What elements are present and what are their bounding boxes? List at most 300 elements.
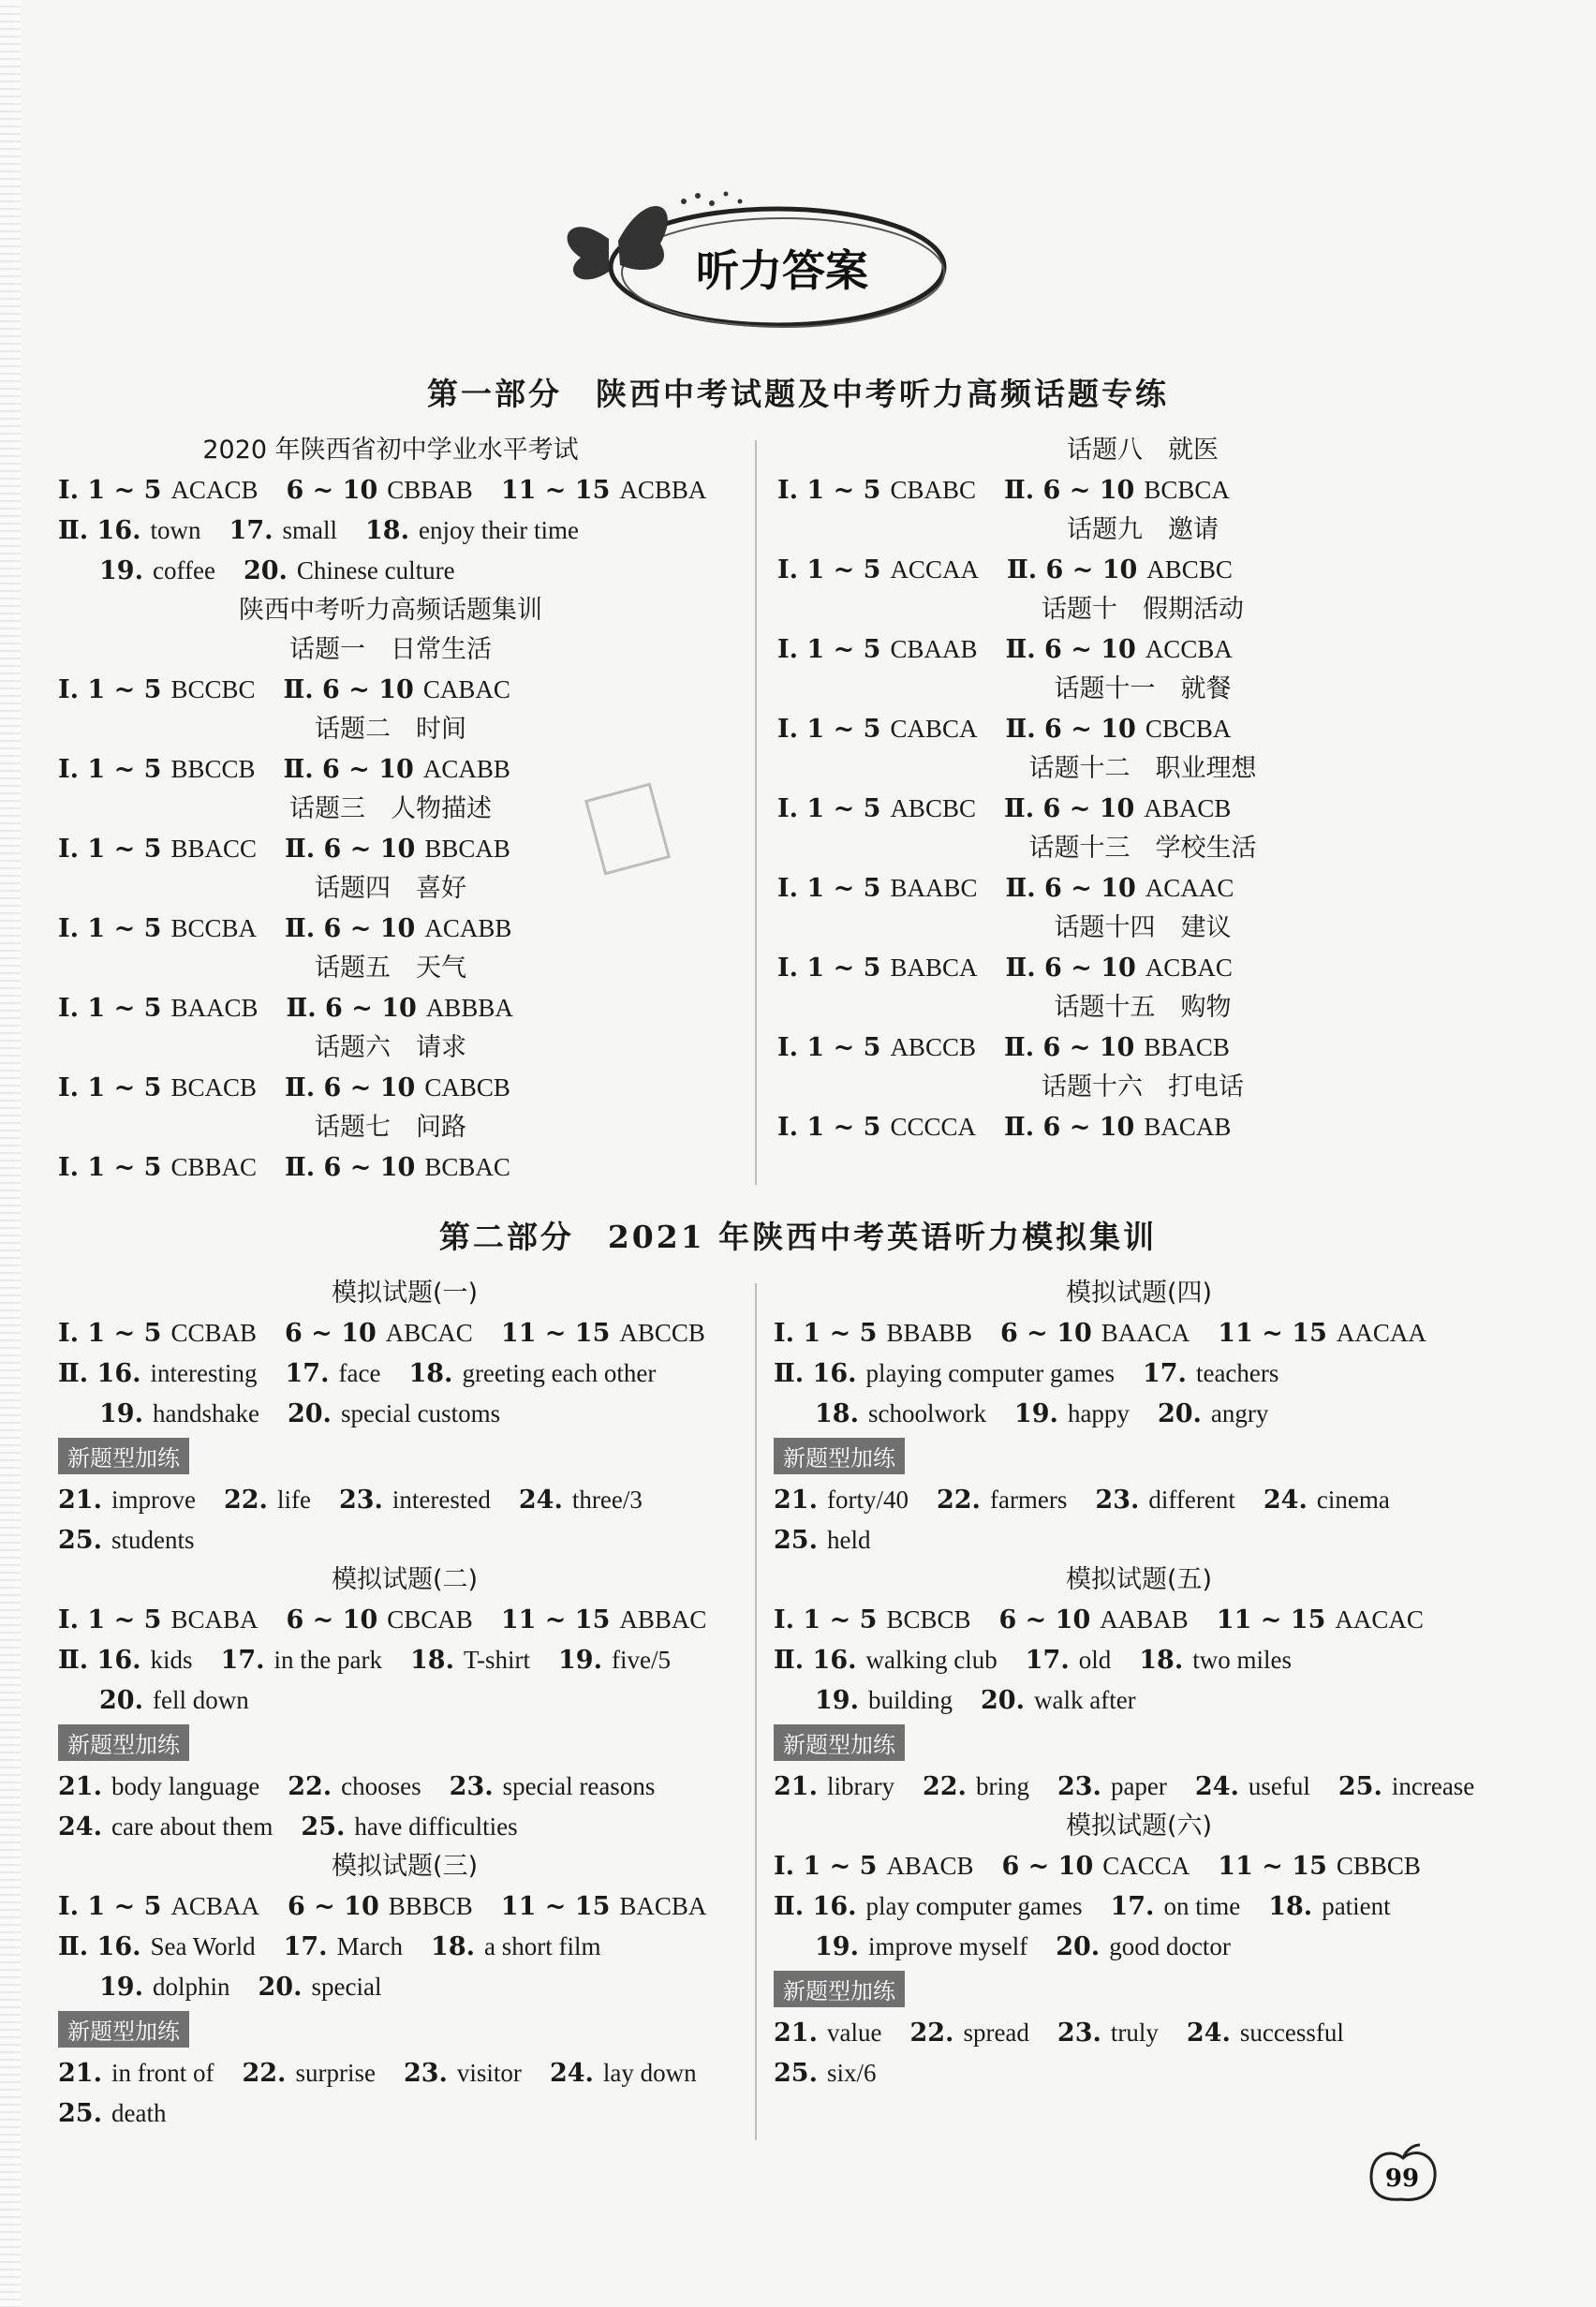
answer-value: CBBCB xyxy=(1336,1852,1421,1880)
question-number: Ⅰ. 1 ~ 5 xyxy=(777,1113,881,1142)
section-subheading: 话题六 请求 xyxy=(315,1033,466,1062)
answer-value: BABCA xyxy=(890,954,978,982)
answer-value: chooses xyxy=(341,1772,421,1800)
answer-value: improve xyxy=(111,1486,196,1514)
answer-value: BBCCB xyxy=(170,755,256,783)
new-question-type-tag: 新题型加练 xyxy=(58,2011,189,2048)
answer-value: value xyxy=(826,2019,882,2047)
question-number: 19. xyxy=(99,1399,143,1428)
answer-line xyxy=(58,909,723,949)
question-number: 17. xyxy=(220,1646,265,1675)
answer-line xyxy=(774,1313,1504,1353)
answer-line xyxy=(774,1600,1504,1640)
answer-value: paper xyxy=(1110,1772,1167,1800)
answer-value: ACACB xyxy=(170,476,259,504)
answer-value: ABACB xyxy=(1144,794,1232,822)
answer-value: successful xyxy=(1239,2019,1344,2047)
question-number: Ⅱ. 6 ~ 10 xyxy=(286,994,417,1023)
question-number: Ⅱ. 16. xyxy=(774,1892,857,1921)
answer-line xyxy=(774,2053,1504,2093)
title-emblem xyxy=(553,183,955,342)
question-number: Ⅱ. 6 ~ 10 xyxy=(1003,476,1135,505)
question-number: 22. xyxy=(936,1486,981,1515)
part1-right-column xyxy=(777,431,1508,1147)
answer-line xyxy=(58,1680,751,1721)
question-number: Ⅰ. 1 ~ 5 xyxy=(777,874,881,903)
question-number: Ⅰ. 1 ~ 5 xyxy=(58,1153,162,1182)
question-number: 24. xyxy=(1263,1486,1308,1515)
answer-line xyxy=(58,470,723,510)
answer-value: ABCBC xyxy=(1146,555,1233,584)
question-number: Ⅰ. 1 ~ 5 xyxy=(58,755,162,784)
answer-line xyxy=(774,1886,1504,1927)
new-question-type-tag: 新题型加练 xyxy=(774,1971,905,2007)
question-number: 6 ~ 10 xyxy=(1001,1852,1094,1881)
answer-value: surprise xyxy=(295,2059,376,2087)
section-subheading: 话题十 假期活动 xyxy=(1042,595,1244,624)
section-subheading: 话题五 天气 xyxy=(315,954,466,983)
question-number: 25. xyxy=(774,1526,818,1555)
question-number: Ⅰ. 1 ~ 5 xyxy=(774,1852,878,1881)
answer-value: two miles xyxy=(1192,1646,1292,1674)
answer-value: CBCBA xyxy=(1145,715,1232,743)
answer-line xyxy=(58,1927,751,1967)
answer-line xyxy=(58,510,723,551)
section-subheading: 模拟试题(四) xyxy=(1065,1279,1213,1308)
answer-value: body language xyxy=(111,1772,260,1800)
answer-value: CACCA xyxy=(1102,1852,1190,1880)
question-number: 20. xyxy=(258,1973,303,2002)
answer-value: Sea World xyxy=(150,1932,256,1960)
answer-value: have difficulties xyxy=(354,1812,518,1841)
question-number: 20. xyxy=(981,1686,1025,1715)
answer-value: CABCB xyxy=(424,1073,510,1102)
question-number: 17. xyxy=(1142,1359,1187,1388)
answer-value: BACBA xyxy=(619,1892,707,1920)
question-number: 11 ~ 15 xyxy=(1216,1605,1326,1634)
answer-value: March xyxy=(336,1932,404,1960)
question-number: Ⅱ. 16. xyxy=(58,516,141,545)
answer-value: ACBAA xyxy=(170,1892,259,1920)
answer-value: special xyxy=(311,1973,382,2001)
question-number: 19. xyxy=(1013,1399,1058,1428)
question-number: 20. xyxy=(243,556,288,585)
answer-line xyxy=(777,789,1508,829)
question-number: Ⅱ. 16. xyxy=(58,1646,141,1675)
question-number: 20. xyxy=(1157,1399,1202,1428)
section-subheading: 话题十四 建议 xyxy=(1054,913,1232,942)
answer-value: in the park xyxy=(273,1646,382,1674)
question-number: Ⅰ. 1 ~ 5 xyxy=(58,994,162,1023)
answer-line xyxy=(58,1068,723,1108)
answer-value: different xyxy=(1148,1486,1235,1514)
answer-value: walking club xyxy=(865,1646,998,1674)
section-subheading: 话题十一 就餐 xyxy=(1054,674,1232,703)
question-number: 23. xyxy=(1057,2019,1101,2048)
answer-value: BCBAC xyxy=(424,1153,510,1181)
answer-value: CCCCA xyxy=(890,1113,976,1141)
answer-value: ACCAA xyxy=(890,555,979,584)
question-number: 17. xyxy=(285,1359,330,1388)
question-number: Ⅱ. 6 ~ 10 xyxy=(283,675,414,704)
answer-value: special customs xyxy=(340,1399,501,1427)
answer-line xyxy=(58,551,723,591)
question-number: 18. xyxy=(431,1932,476,1961)
answer-value: BBACB xyxy=(1144,1033,1230,1061)
answer-line xyxy=(58,1600,751,1640)
question-number: 25. xyxy=(58,1526,102,1555)
question-number: Ⅱ. 6 ~ 10 xyxy=(1005,635,1136,664)
answer-line xyxy=(777,948,1508,988)
answer-value: BCBCA xyxy=(1144,476,1230,504)
question-number: 23. xyxy=(1095,1486,1140,1515)
part2-heading: 第二部分 2021 年陕西中考英语听力模拟集训 xyxy=(438,1219,1158,1255)
answer-value: truly xyxy=(1110,2019,1159,2047)
answer-line xyxy=(774,1767,1504,1807)
question-number: Ⅰ. 1 ~ 5 xyxy=(58,835,162,864)
answer-value: BCABA xyxy=(170,1605,259,1634)
answer-line xyxy=(58,1807,751,1847)
question-number: 17. xyxy=(283,1932,328,1961)
answer-value: Chinese culture xyxy=(296,556,455,584)
section-subheading: 话题九 邀请 xyxy=(1067,515,1219,544)
answer-line xyxy=(777,470,1508,510)
question-number: 6 ~ 10 xyxy=(998,1605,1091,1634)
section-subheading: 模拟试题(五) xyxy=(1065,1565,1213,1594)
answer-value: BCBCB xyxy=(886,1605,971,1634)
answer-value: town xyxy=(150,516,201,544)
answer-value: BBACC xyxy=(170,835,257,863)
section-subheading: 话题十五 购物 xyxy=(1054,993,1232,1022)
answer-value: walk after xyxy=(1033,1686,1136,1714)
answer-value: CBBAB xyxy=(387,476,473,504)
question-number: 6 ~ 10 xyxy=(284,1319,377,1348)
section-subheading: 话题四 喜好 xyxy=(315,874,466,903)
section-subheading: 陕西中考听力高频话题集训 xyxy=(239,596,542,625)
answer-value: enjoy their time xyxy=(419,516,579,544)
answer-value: CBCAB xyxy=(387,1605,473,1634)
answer-line xyxy=(58,1353,751,1394)
new-question-type-tag: 新题型加练 xyxy=(58,1438,189,1474)
answer-value: coffee xyxy=(152,556,215,584)
answer-value: life xyxy=(276,1486,311,1514)
answer-value: good doctor xyxy=(1109,1932,1231,1960)
answer-value: ACBAC xyxy=(1145,954,1233,982)
answer-line xyxy=(58,2093,751,2134)
answer-line xyxy=(58,1767,751,1807)
question-number: 23. xyxy=(1057,1772,1101,1801)
question-number: Ⅰ. 1 ~ 5 xyxy=(58,1605,162,1634)
question-number: Ⅰ. 1 ~ 5 xyxy=(777,555,881,584)
answer-line xyxy=(774,1846,1504,1886)
column-divider xyxy=(755,440,757,1185)
answer-value: BACAB xyxy=(1144,1113,1232,1141)
answer-value: interesting xyxy=(150,1359,258,1387)
question-number: 6 ~ 10 xyxy=(286,476,378,505)
question-number: 23. xyxy=(338,1486,383,1515)
answer-value: CBABC xyxy=(890,476,976,504)
question-number: 18. xyxy=(1268,1892,1313,1921)
answer-line xyxy=(777,1028,1508,1068)
answer-line xyxy=(58,1886,751,1927)
answer-line xyxy=(777,709,1508,749)
question-number: 24. xyxy=(549,2059,594,2088)
question-number: 21. xyxy=(774,2019,818,2048)
answer-value: BBBCB xyxy=(388,1892,473,1920)
answer-value: BAABC xyxy=(890,874,978,902)
answer-value: on time xyxy=(1163,1892,1241,1920)
answer-line xyxy=(774,1353,1504,1394)
section-subheading: 话题三 人物描述 xyxy=(289,794,492,823)
new-question-type-tag: 新题型加练 xyxy=(58,1724,189,1761)
answer-value: forty/40 xyxy=(826,1486,909,1514)
section-subheading: 模拟试题(二) xyxy=(331,1565,479,1594)
question-number: 24. xyxy=(1194,1772,1239,1801)
section-subheading: 2020 年陕西省初中学业水平考试 xyxy=(202,436,579,465)
question-number: Ⅱ. 6 ~ 10 xyxy=(1003,794,1135,823)
answer-line xyxy=(774,1394,1504,1434)
answer-line xyxy=(58,1394,751,1434)
answer-value: increase xyxy=(1391,1772,1475,1800)
section-subheading: 模拟试题(三) xyxy=(331,1852,479,1881)
question-number: 6 ~ 10 xyxy=(286,1605,378,1634)
question-number: 21. xyxy=(774,1486,818,1515)
question-number: 11 ~ 15 xyxy=(500,1605,611,1634)
question-number: 20. xyxy=(287,1399,332,1428)
question-number: 23. xyxy=(449,1772,494,1801)
question-number: Ⅱ. 6 ~ 10 xyxy=(284,1073,416,1102)
question-number: Ⅰ. 1 ~ 5 xyxy=(58,1073,162,1102)
answer-value: care about them xyxy=(111,1812,273,1841)
answer-value: CCBAB xyxy=(170,1319,257,1347)
page-title: 听力答案 xyxy=(696,245,868,296)
answer-value: lay down xyxy=(602,2059,697,2087)
page-edge xyxy=(0,0,21,2307)
section-subheading: 话题七 问路 xyxy=(315,1113,466,1142)
question-number: Ⅱ. 6 ~ 10 xyxy=(1003,1033,1135,1062)
answer-line xyxy=(774,1520,1504,1560)
question-number: 18. xyxy=(815,1399,859,1428)
question-number: Ⅰ. 1 ~ 5 xyxy=(58,675,162,704)
page-number: 99 xyxy=(1384,2165,1420,2193)
answer-value: CABAC xyxy=(422,675,510,703)
answer-value: three/3 xyxy=(571,1486,643,1514)
answer-value: dolphin xyxy=(152,1973,230,2001)
section-subheading: 话题八 就医 xyxy=(1067,436,1219,465)
question-number: Ⅰ. 1 ~ 5 xyxy=(777,476,881,505)
question-number: Ⅱ. 16. xyxy=(774,1359,857,1388)
question-number: Ⅱ. 6 ~ 10 xyxy=(284,914,416,943)
new-question-type-tag: 新题型加练 xyxy=(774,1724,905,1761)
answer-value: improve myself xyxy=(867,1932,1028,1960)
question-number: Ⅰ. 1 ~ 5 xyxy=(777,715,881,744)
question-number: 22. xyxy=(242,2059,287,2088)
answer-value: farmers xyxy=(989,1486,1068,1514)
answer-line xyxy=(58,670,723,710)
question-number: 19. xyxy=(815,1686,859,1715)
stamp-watermark xyxy=(581,777,674,880)
question-number: 19. xyxy=(99,1973,143,2002)
answer-line xyxy=(58,2053,751,2093)
question-number: 21. xyxy=(58,1772,102,1801)
question-number: 21. xyxy=(58,2059,102,2088)
question-number: Ⅰ. 1 ~ 5 xyxy=(777,635,881,664)
answer-value: patient xyxy=(1322,1892,1391,1920)
question-number: 18. xyxy=(1139,1646,1184,1675)
section-subheading: 话题十六 打电话 xyxy=(1042,1072,1244,1102)
question-number: 6 ~ 10 xyxy=(287,1892,379,1921)
question-number: 11 ~ 15 xyxy=(500,476,611,505)
answer-line xyxy=(774,1640,1504,1680)
question-number: Ⅱ. 6 ~ 10 xyxy=(284,835,416,864)
question-number: 22. xyxy=(922,1772,967,1801)
answer-value: five/5 xyxy=(611,1646,671,1674)
answer-value: angry xyxy=(1210,1399,1269,1427)
answer-value: held xyxy=(826,1526,871,1554)
answer-value: teachers xyxy=(1195,1359,1279,1387)
answer-value: BCCBA xyxy=(170,914,257,942)
answer-line xyxy=(777,1107,1508,1147)
answer-value: schoolwork xyxy=(867,1399,986,1427)
answer-value: bring xyxy=(975,1772,1029,1800)
question-number: Ⅰ. 1 ~ 5 xyxy=(777,1033,881,1062)
answer-value: ACABB xyxy=(422,755,510,783)
question-number: Ⅰ. 1 ~ 5 xyxy=(777,954,881,983)
question-number: 19. xyxy=(558,1646,602,1675)
question-number: 6 ~ 10 xyxy=(999,1319,1092,1348)
answer-value: ACABB xyxy=(424,914,512,942)
answer-value: students xyxy=(111,1526,195,1554)
answer-value: ABCAC xyxy=(385,1319,473,1347)
question-number: 22. xyxy=(223,1486,268,1515)
answer-value: play computer games xyxy=(865,1892,1083,1920)
answer-value: BCCBC xyxy=(170,675,256,703)
answer-value: face xyxy=(338,1359,381,1387)
section-subheading: 话题一 日常生活 xyxy=(289,635,492,664)
question-number: Ⅰ. 1 ~ 5 xyxy=(774,1319,878,1348)
question-number: 21. xyxy=(58,1486,102,1515)
question-number: 18. xyxy=(410,1646,454,1675)
answer-value: CABCA xyxy=(890,715,978,743)
answer-value: AABAB xyxy=(1100,1605,1189,1634)
question-number: Ⅰ. 1 ~ 5 xyxy=(58,1892,162,1921)
question-number: 19. xyxy=(815,1932,859,1961)
question-number: 25. xyxy=(1337,1772,1382,1801)
question-number: 11 ~ 15 xyxy=(1218,1852,1327,1881)
answer-value: spread xyxy=(963,2019,1029,2047)
question-number: 22. xyxy=(288,1772,332,1801)
answer-value: ABBBA xyxy=(425,994,513,1022)
answer-value: ACCBA xyxy=(1145,635,1233,663)
answer-line xyxy=(774,1480,1504,1520)
question-number: 22. xyxy=(909,2019,954,2048)
question-number: 20. xyxy=(1056,1932,1101,1961)
answer-line xyxy=(777,629,1508,670)
question-number: Ⅱ. 6 ~ 10 xyxy=(283,755,414,784)
answer-value: AACAC xyxy=(1335,1605,1424,1634)
section-subheading: 模拟试题(一) xyxy=(331,1279,479,1308)
question-number: Ⅰ. 1 ~ 5 xyxy=(777,794,881,823)
section-subheading: 话题十三 学校生活 xyxy=(1028,834,1257,863)
answer-value: T-shirt xyxy=(463,1646,530,1674)
section-subheading: 话题二 时间 xyxy=(315,715,466,744)
answer-value: BAACA xyxy=(1101,1319,1190,1347)
question-number: Ⅱ. 16. xyxy=(58,1932,141,1961)
answer-line xyxy=(58,1967,751,2007)
answer-value: death xyxy=(111,2099,167,2127)
question-number: Ⅰ. 1 ~ 5 xyxy=(58,1319,162,1348)
question-number: 11 ~ 15 xyxy=(500,1319,611,1348)
question-number: 18. xyxy=(408,1359,453,1388)
answer-value: useful xyxy=(1248,1772,1310,1800)
answer-value: BCACB xyxy=(170,1073,257,1102)
question-number: Ⅱ. 6 ~ 10 xyxy=(1005,874,1136,903)
answer-value: greeting each other xyxy=(462,1359,657,1387)
question-number: 24. xyxy=(58,1812,102,1841)
question-number: 11 ~ 15 xyxy=(500,1892,611,1921)
answer-value: handshake xyxy=(152,1399,259,1427)
answer-value: visitor xyxy=(456,2059,522,2087)
answer-value: library xyxy=(826,1772,894,1800)
question-number: 23. xyxy=(403,2059,448,2088)
question-number: 18. xyxy=(365,516,409,545)
part2-right-column xyxy=(774,1274,1504,2093)
answer-value: AACAA xyxy=(1336,1319,1426,1347)
question-number: Ⅱ. 6 ~ 10 xyxy=(1005,954,1136,983)
question-number: Ⅱ. 6 ~ 10 xyxy=(284,1153,416,1182)
question-number: 24. xyxy=(1186,2019,1231,2048)
answer-value: CBBAC xyxy=(170,1153,257,1181)
question-number: Ⅰ. 1 ~ 5 xyxy=(58,914,162,943)
answer-value: ABBAC xyxy=(619,1605,707,1634)
question-number: Ⅰ. 1 ~ 5 xyxy=(58,476,162,505)
answer-value: BBABB xyxy=(886,1319,972,1347)
column-divider xyxy=(755,1283,757,2140)
question-number: 20. xyxy=(99,1686,143,1715)
answer-value: interested xyxy=(392,1486,491,1514)
answer-value: in front of xyxy=(111,2059,214,2087)
question-number: Ⅱ. 16. xyxy=(774,1646,857,1675)
section-subheading: 话题十二 职业理想 xyxy=(1028,754,1257,783)
answer-value: kids xyxy=(150,1646,193,1674)
section-subheading: 模拟试题(六) xyxy=(1065,1812,1213,1841)
answer-value: six/6 xyxy=(826,2059,877,2087)
answer-value: special reasons xyxy=(502,1772,656,1800)
question-number: 11 ~ 15 xyxy=(1218,1319,1327,1348)
answer-value: small xyxy=(282,516,338,544)
question-number: 19. xyxy=(99,556,143,585)
question-number: 17. xyxy=(1110,1892,1155,1921)
part2-left-column xyxy=(58,1274,751,2134)
answer-value: fell down xyxy=(152,1686,249,1714)
page-number-badge xyxy=(1364,2143,1441,2205)
answer-value: building xyxy=(867,1686,953,1714)
answer-value: BAACB xyxy=(170,994,259,1022)
question-number: 17. xyxy=(229,516,273,545)
question-number: 25. xyxy=(58,2099,102,2128)
answer-value: old xyxy=(1078,1646,1112,1674)
question-number: 25. xyxy=(301,1812,346,1841)
question-number: 21. xyxy=(774,1772,818,1801)
answer-value: ABCCB xyxy=(890,1033,976,1061)
answer-line xyxy=(774,1927,1504,1967)
question-number: Ⅱ. 16. xyxy=(58,1359,141,1388)
question-number: Ⅰ. 1 ~ 5 xyxy=(774,1605,878,1634)
new-question-type-tag: 新题型加练 xyxy=(774,1438,905,1474)
answer-value: ABACB xyxy=(886,1852,974,1880)
answer-line xyxy=(58,1313,751,1353)
question-number: 24. xyxy=(518,1486,563,1515)
